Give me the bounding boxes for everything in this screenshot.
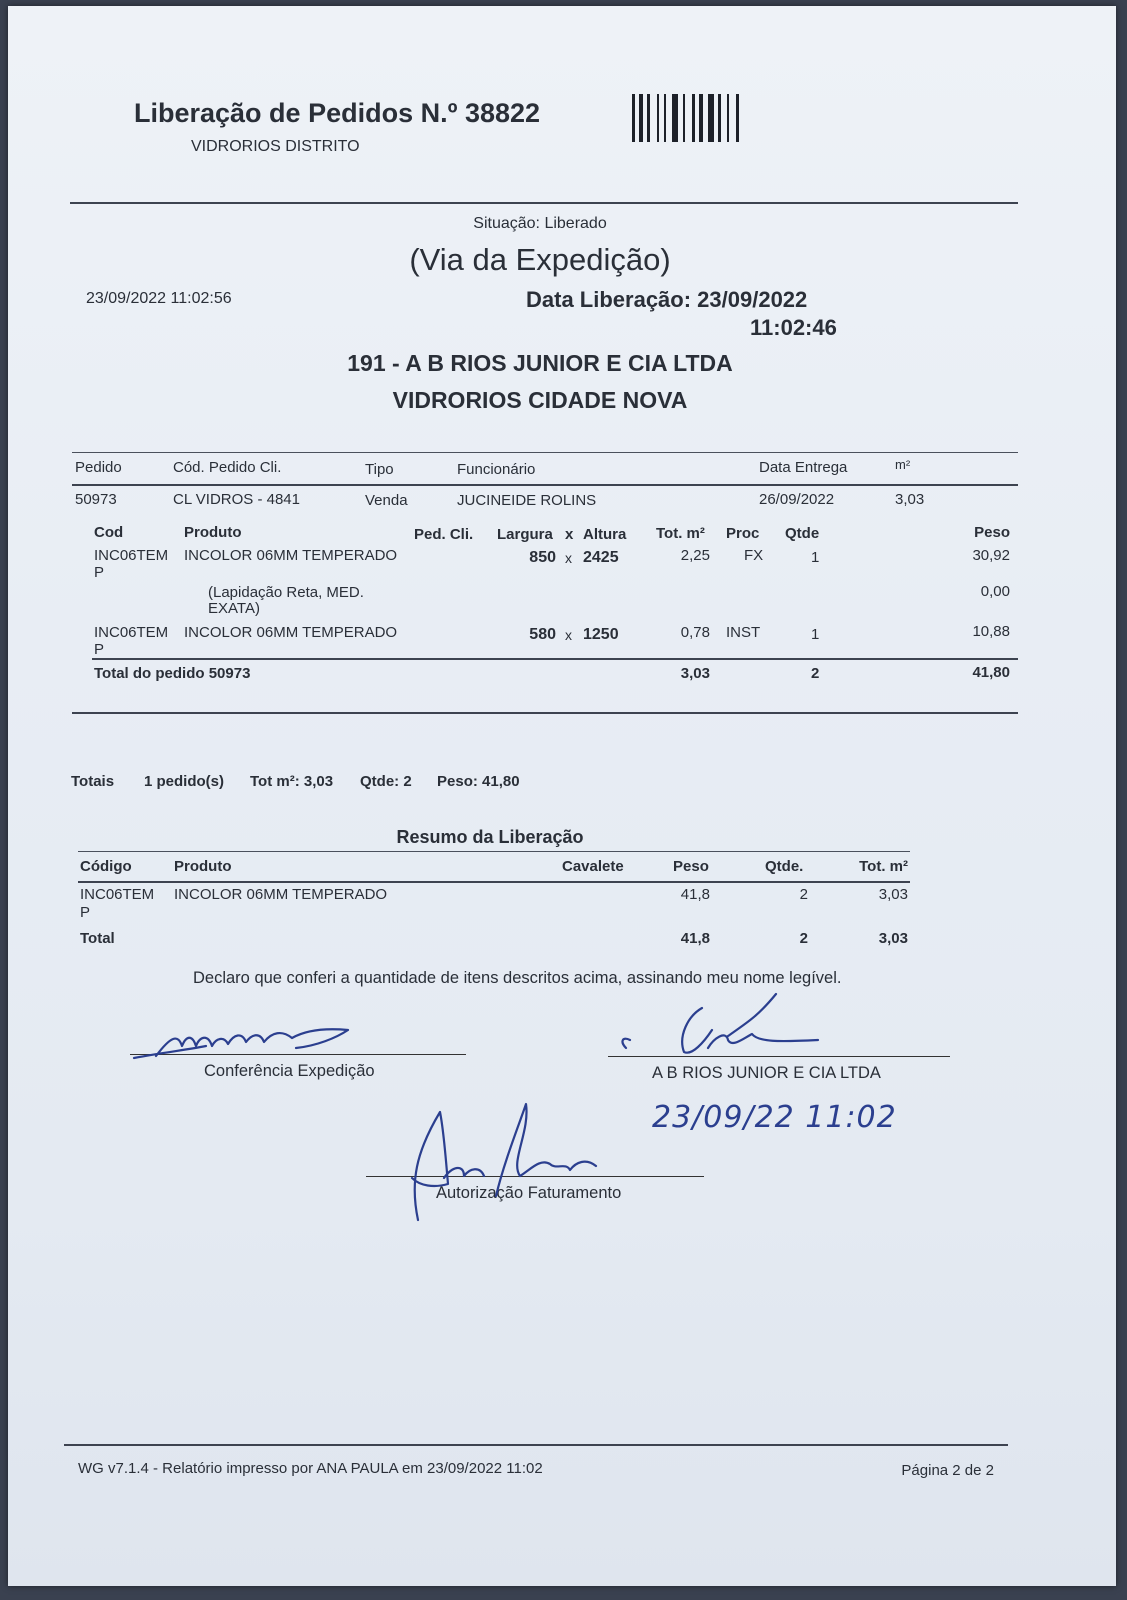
signature-label-autorizacao: Autorização Faturamento [436, 1184, 622, 1202]
footer-print-info: WG v7.1.4 - Relatório impresso por ANA PAULA em 23/09/2022 11:02 [78, 1460, 543, 1477]
totais-pedidos: 1 pedido(s) [144, 773, 225, 790]
page-number: Página 2 de 2 [901, 1462, 994, 1479]
item-altura: 1250 [583, 626, 619, 643]
total-pedido-qtde: 2 [811, 665, 820, 682]
cliente-subname: VIDRORIOS CIDADE NOVA [392, 387, 688, 413]
resumo-header-cavalete: Cavalete [562, 858, 624, 875]
via-label: (Via da Expedição) [409, 242, 671, 277]
item-qtde: 1 [811, 549, 820, 566]
resumo-header-codigo: Código [80, 858, 132, 875]
cliente-name: 191 - A B RIOS JUNIOR E CIA LTDA [347, 350, 733, 376]
resumo-total-tot-m2: 3,03 [878, 930, 908, 947]
item-peso: 30,92 [972, 547, 1010, 564]
tipo: Venda [365, 492, 408, 509]
situacao-label: Situação: Liberado [473, 215, 607, 232]
resumo-total-label: Total [80, 930, 115, 947]
data-liberacao: Data Liberação: 23/09/2022 [526, 287, 808, 312]
resumo-header-produto: Produto [174, 858, 232, 875]
divider [70, 202, 1018, 204]
header-funcionario: Funcionário [457, 461, 536, 478]
header-cod: Cod [94, 524, 124, 541]
header-qtde: Qtde [785, 525, 820, 542]
resumo-codigo: INC06TEM [80, 886, 155, 903]
item-cod: INC06TEM [94, 547, 169, 564]
totais-label: Totais [71, 773, 115, 790]
resumo-peso: 41,8 [680, 886, 710, 903]
resumo-header-peso: Peso [673, 858, 709, 875]
header-data-entrega: Data Entrega [759, 459, 848, 476]
resumo-total-qtde: 2 [799, 930, 808, 947]
resumo-codigo-suffix: P [80, 904, 91, 921]
divider [72, 452, 1018, 453]
item-x: x [565, 627, 572, 643]
item-observation-cont: EXATA) [208, 600, 260, 617]
signature-label-conferencia: Conferência Expedição [204, 1062, 375, 1080]
resumo-header-qtde: Qtde. [765, 858, 804, 875]
data-entrega: 26/09/2022 [759, 491, 835, 508]
divider [72, 712, 1018, 714]
totais-qtde: Qtde: 2 [360, 773, 412, 790]
total-pedido-peso: 41,80 [972, 664, 1010, 681]
divider [78, 881, 910, 883]
header-peso: Peso [974, 524, 1010, 541]
item-peso: 0,00 [980, 583, 1010, 600]
item-largura: 850 [529, 549, 556, 566]
item-tot-m2: 0,78 [680, 624, 710, 641]
total-pedido-label: Total do pedido 50973 [94, 665, 251, 682]
item-produto: INCOLOR 06MM TEMPERADO [184, 547, 398, 564]
header-altura: Altura [583, 526, 627, 543]
header-ped-cli: Ped. Cli. [414, 526, 474, 543]
header-tipo: Tipo [365, 461, 394, 478]
header-produto: Produto [184, 524, 242, 541]
item-proc: INST [726, 624, 761, 641]
item-altura: 2425 [583, 549, 619, 566]
header-x: x [565, 526, 574, 543]
declaracao-text: Declaro que conferi a quantidade de itens descritos acima, assinando meu nome legível. [193, 969, 842, 987]
signature-autorizacao-icon [400, 1092, 610, 1232]
item-proc: FX [744, 547, 764, 564]
resumo-header-tot-m2: Tot. m² [859, 858, 908, 875]
item-cod-suffix: P [94, 564, 105, 581]
totais-peso: Peso: 41,80 [437, 773, 520, 790]
totais-m2: Tot m²: 3,03 [250, 773, 334, 790]
item-peso: 10,88 [972, 623, 1010, 640]
signature-cliente-icon [608, 986, 828, 1066]
cod-pedido-cli: CL VIDROS - 4841 [173, 491, 300, 508]
pedido-number: 50973 [75, 491, 117, 508]
resumo-total-peso: 41,8 [680, 930, 710, 947]
barcode-icon [630, 92, 800, 146]
item-observation: (Lapidação Reta, MED. [208, 584, 364, 601]
divider [64, 1444, 1008, 1446]
handwritten-date: 23/09/22 11:02 [652, 1100, 897, 1135]
header-pedido: Pedido [75, 459, 122, 476]
m2: 3,03 [895, 491, 925, 508]
resumo-title: Resumo da Liberação [396, 827, 584, 847]
document-title: Liberação de Pedidos N.º 38822 [134, 98, 541, 128]
print-timestamp: 23/09/2022 11:02:56 [86, 290, 232, 307]
resumo-produto: INCOLOR 06MM TEMPERADO [174, 886, 388, 903]
document-subtitle: VIDRORIOS DISTRITO [191, 138, 360, 155]
divider [72, 484, 1018, 486]
hora-liberacao: 11:02:46 [750, 315, 837, 340]
header-proc: Proc [726, 525, 760, 542]
resumo-qtde: 2 [799, 886, 808, 903]
divider [92, 658, 1018, 660]
item-tot-m2: 2,25 [680, 547, 710, 564]
header-cod-pedido-cli: Cód. Pedido Cli. [173, 459, 282, 476]
item-cod: INC06TEM [94, 624, 169, 641]
divider [78, 851, 910, 852]
header-m2: m² [895, 457, 911, 472]
signature-label-cliente: A B RIOS JUNIOR E CIA LTDA [652, 1064, 881, 1082]
signature-conferencia-icon [126, 1016, 356, 1066]
funcionario: JUCINEIDE ROLINS [457, 492, 597, 509]
item-produto: INCOLOR 06MM TEMPERADO [184, 624, 398, 641]
resumo-tot-m2: 3,03 [878, 886, 908, 903]
document-page [8, 6, 1116, 1586]
item-cod-suffix: P [94, 641, 105, 658]
item-qtde: 1 [811, 626, 820, 643]
header-largura: Largura [497, 526, 553, 543]
item-x: x [565, 550, 572, 566]
total-pedido-m2: 3,03 [680, 665, 710, 682]
header-tot-m2: Tot. m² [656, 525, 705, 542]
item-largura: 580 [529, 626, 556, 643]
